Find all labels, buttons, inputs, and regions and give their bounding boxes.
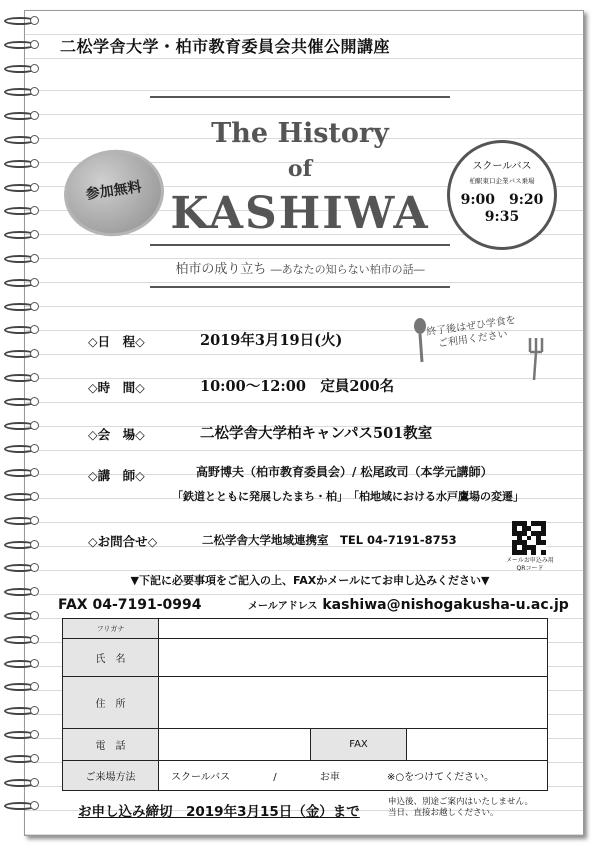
spiral-ring <box>4 395 44 409</box>
title-rule-bottom <box>150 286 450 288</box>
fax-number: FAX 04-7191-0994 <box>58 597 202 613</box>
spiral-ring <box>4 657 44 671</box>
spiral-ring <box>4 14 44 28</box>
spiral-ring <box>4 728 44 742</box>
address-field[interactable] <box>159 677 548 729</box>
spiral-ring <box>4 204 44 218</box>
spiral-ring <box>4 323 44 337</box>
spiral-ring <box>4 561 44 575</box>
spiral-ring <box>4 585 44 599</box>
spiral-ring <box>4 38 44 52</box>
name-label: 氏 名 <box>63 639 159 677</box>
date-value: 2019年3月19日(火) <box>200 332 343 349</box>
spiral-ring <box>4 371 44 385</box>
furigana-field[interactable] <box>159 619 548 639</box>
contact-label: ◇お問合せ◇ <box>88 534 158 549</box>
spiral-ring <box>4 252 44 266</box>
spiral-ring <box>4 276 44 290</box>
spiral-ring <box>4 799 44 813</box>
spiral-ring <box>4 704 44 718</box>
after-application-note: 申込後、別途ご案内はいたしません。 当日、直接お越しください。 <box>388 797 534 818</box>
spiral-ring <box>4 228 44 242</box>
fax-label: FAX <box>311 729 407 761</box>
spiral-ring <box>4 633 44 647</box>
page-header-title: 二松学舎大学・柏市教育委員会共催公開講座 <box>60 37 391 56</box>
spiral-ring <box>4 157 44 171</box>
qr-code <box>512 521 546 555</box>
venue-value: 二松学舎大学柏キャンパス501教室 <box>200 425 433 442</box>
option-school-bus[interactable]: スクールバス <box>171 772 231 783</box>
spiral-ring <box>4 609 44 623</box>
bus-times-1: 9:00 9:20 <box>460 192 544 208</box>
venue-label: ◇会 場◇ <box>88 427 145 442</box>
spiral-ring <box>4 347 44 361</box>
furigana-label: フリガナ <box>63 619 159 639</box>
spiral-ring <box>4 680 44 694</box>
phone-label: 電 話 <box>63 729 159 761</box>
hero-title-line1: The History <box>211 118 389 149</box>
lecture-titles: 「鉄道とともに発展したまち・柏」 「柏地域における水戸鷹場の変遷」 <box>172 490 524 503</box>
school-bus-circle <box>447 140 557 250</box>
spiral-ring <box>4 181 44 195</box>
spiral-ring <box>4 776 44 790</box>
email-line <box>248 597 569 613</box>
time-label: ◇時 間◇ <box>88 380 145 395</box>
spiral-ring <box>4 85 44 99</box>
spiral-ring <box>4 538 44 552</box>
spiral-ring <box>4 419 44 433</box>
cafeteria-note: 終了後はぜひ学食を ご利用ください <box>425 314 517 350</box>
name-field[interactable] <box>159 639 548 677</box>
lecturer-label: ◇講 師◇ <box>88 468 145 483</box>
lecturer-value: 高野博夫（柏市教育委員会）/ 松尾政司（本学元講師） <box>196 465 493 479</box>
application-deadline: お申し込み締切 2019年3月15日（金）まで <box>78 804 360 820</box>
arrival-label: ご来場方法 <box>63 761 159 791</box>
bus-title: スクールバス <box>472 161 532 172</box>
email-address[interactable]: kashiwa@nishogakusha-u.ac.jp <box>322 597 569 613</box>
arrival-options[interactable] <box>159 761 548 791</box>
hero-subtitle <box>150 258 450 277</box>
phone-field[interactable] <box>159 729 311 761</box>
spiral-ring <box>4 442 44 456</box>
option-separator: / <box>273 772 277 783</box>
fax-field[interactable] <box>407 729 548 761</box>
spiral-ring <box>4 752 44 766</box>
circle-instruction: ※○をつけてください。 <box>387 772 495 783</box>
hero-title-main: KASHIWA <box>170 188 430 239</box>
spiral-ring <box>4 109 44 123</box>
spiral-binding <box>0 14 44 824</box>
apply-instruction: ▼下記に必要事項をご記入の上、FAXかメールにてお申し込みください▼ <box>130 574 490 587</box>
subtitle-main: 柏市の成り立ち <box>175 262 267 277</box>
application-form <box>62 618 548 791</box>
bus-times-2: 9:35 <box>484 209 520 225</box>
subtitle-sub: ―あなたの知らない柏市の話― <box>270 263 425 276</box>
spiral-ring <box>4 466 44 480</box>
title-rule-mid <box>150 244 450 246</box>
spiral-ring <box>4 514 44 528</box>
contact-value: 二松学舎大学地域連携室 TEL 04-7191-8753 <box>202 533 457 547</box>
address-label: 住 所 <box>63 677 159 729</box>
time-value: 10:00～12:00 定員200名 <box>200 378 395 395</box>
spiral-ring <box>4 62 44 76</box>
option-car[interactable]: お車 <box>319 772 340 783</box>
date-label: ◇日 程◇ <box>88 334 145 349</box>
spiral-ring <box>4 300 44 314</box>
free-admission-label: 参加無料 <box>84 179 143 203</box>
hero-title-line2: of <box>287 156 313 182</box>
bus-stop: 柏駅東口企業バス乗場 <box>469 177 535 185</box>
spiral-ring <box>4 133 44 147</box>
title-rule-top <box>150 96 450 98</box>
email-label: メールアドレス <box>248 601 318 612</box>
spiral-ring <box>4 490 44 504</box>
qr-label: メールお申込み用 QRコード <box>506 557 554 572</box>
